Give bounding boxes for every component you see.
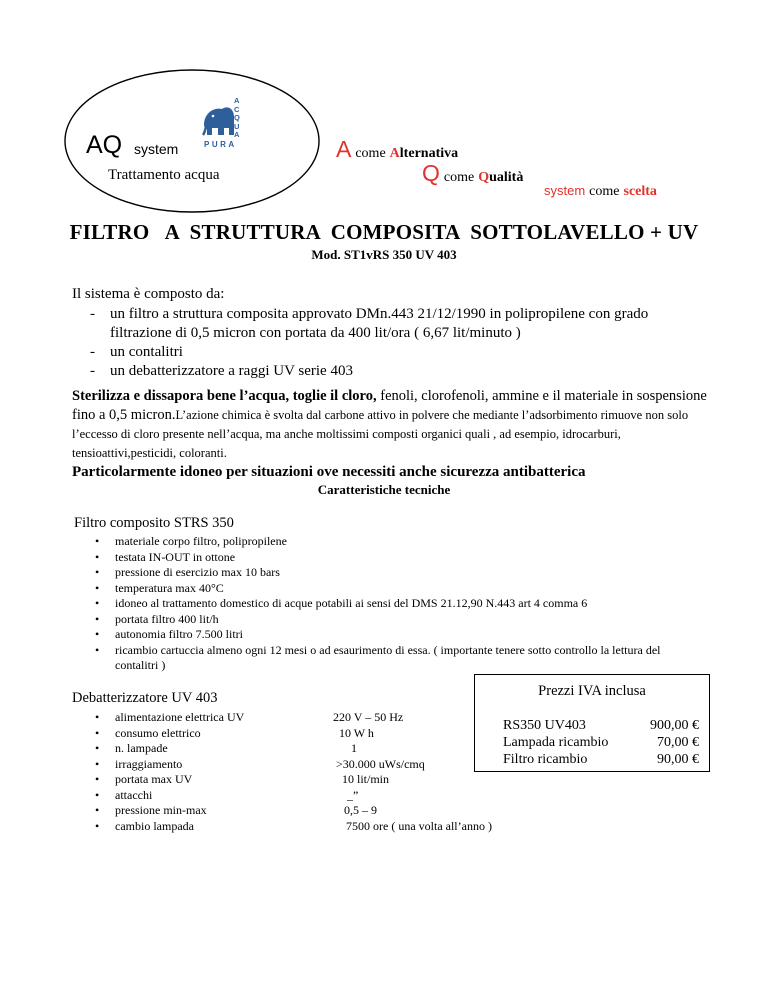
filter-specs-list: [95, 534, 695, 674]
elephant-logo-icon: [200, 95, 246, 153]
spec-value: 10 W h: [339, 725, 374, 740]
list-item: - un filtro a struttura composita approvato DMn.443 21/12/1990 in polipropilene con grado filtrazione di 0,5 micron con portata da 400 lit/ora ( 6,67 lit/minuto ): [90, 306, 649, 341]
spec-value: 0,5 – 9: [344, 803, 377, 817]
list-item: - un contalitri: [90, 344, 183, 360]
tagline-scelta: [544, 182, 657, 200]
composition-intro: Il sistema è composto da:: [72, 286, 225, 302]
uv-specs-labels: [95, 710, 325, 834]
spec-value: 7500 ore ( una volta all’anno ): [346, 818, 492, 833]
spec-value: 220 V – 50 Hz: [333, 710, 404, 724]
spec-value: >30.000 uWs/cmq: [336, 756, 425, 771]
list-item: • materiale corpo filtro, polipropilene: [95, 534, 287, 548]
logo-mark-bottom: PURA: [204, 140, 237, 149]
spec-value: _”: [347, 787, 359, 802]
list-item: • pressione di esercizio max 10 bars: [95, 565, 280, 579]
tagline-letter: Q: [422, 160, 440, 186]
tagline-come: come: [589, 184, 620, 199]
tech-section-title: Caratteristiche tecniche: [317, 482, 451, 497]
tagline-come: come: [443, 170, 475, 185]
list-item: • irraggiamento: [95, 756, 183, 771]
description-paragraph: [72, 387, 712, 482]
composition-list: [72, 305, 712, 381]
price-title: Prezzi IVA inclusa: [538, 683, 646, 699]
tagline-letter: A: [336, 136, 352, 162]
logo-system: system: [134, 141, 179, 157]
list-item: • attacchi: [95, 787, 153, 802]
tagline-word: ualità: [489, 170, 524, 185]
list-item: • testata IN-OUT in ottone: [95, 549, 236, 564]
list-item: - un debatterizzatore a raggi UV serie 403: [90, 363, 353, 379]
list-item: • cambio lampada: [95, 818, 194, 833]
price-row: Filtro ricambio 90,00 €: [503, 752, 699, 767]
spec-value: 1: [351, 741, 357, 755]
tagline-initial: Q: [478, 170, 490, 185]
tagline-come: come: [355, 146, 386, 161]
list-item: • n. lampade: [95, 741, 168, 755]
list-item: • ricambio cartuccia almeno ogni 12 mesi o ad esaurimento di essa. ( importante tenere sotto controllo la lettura del contalitri ): [95, 642, 661, 672]
description-highlight: Particolarmente idoneo per situazioni ove necessiti anche sicurezza antibatterica: [72, 464, 586, 480]
price-box: [474, 674, 710, 772]
description-normal: fenoli, clorofenoli, ammine e il materiale in sospensione fino a 0,5 micron.: [72, 388, 707, 423]
page-subtitle: Mod. ST1vRS 350 UV 403: [311, 247, 457, 262]
list-item: • temperatura max 40°C: [95, 580, 224, 595]
uv-title: Debatterizzatore UV 403: [72, 690, 218, 706]
tagline-alternativa: [336, 136, 458, 163]
spec-value: 10 lit/min: [342, 772, 390, 786]
tagline-initial: A: [389, 146, 400, 161]
tagline-word: scelta: [623, 184, 657, 199]
list-item: • portata max UV: [95, 772, 193, 786]
price-rows: [503, 717, 699, 768]
list-item: • portata filtro 400 lit/h: [95, 611, 219, 626]
tagline-qualita: [422, 160, 523, 187]
filter-title: Filtro composito STRS 350: [74, 515, 234, 531]
price-row: RS350 UV403 900,00 €: [503, 718, 699, 733]
page-title: FILTRO A STRUTTURA COMPOSITA SOTTOLAVELLO + UV: [69, 220, 699, 244]
logo-mark-top: ACQUA: [234, 96, 240, 139]
list-item: • alimentazione elettrica UV: [95, 710, 245, 724]
logo-aq: AQ: [86, 131, 123, 159]
list-item: • autonomia filtro 7.500 litri: [95, 627, 243, 641]
list-item: • idoneo al trattamento domestico di acque potabili ai sensi del DMS 21.12,90 N.443 art 4 comma 6: [95, 596, 588, 610]
list-item: • consumo elettrico: [95, 725, 201, 740]
tagline-word: lternativa: [399, 146, 459, 161]
description-bold: Sterilizza e dissapora bene l’acqua, toglie il cloro,: [72, 388, 377, 404]
price-row: Lampada ricambio 70,00 €: [503, 735, 699, 750]
list-item: • pressione min-max: [95, 803, 207, 817]
tagline-letter: system: [544, 183, 586, 198]
logo-subtitle: Trattamento acqua: [108, 167, 220, 183]
description-small: L’azione chimica è svolta dal carbone attivo in polvere che mediante l’adsorbimento rimuove non solo l’eccesso di cloro presente nell’acqua, ma anche moltissimi composti organici quali , ad esempio, idrocarburi, tensioattivi,pesticidi, coloranti.: [72, 408, 689, 460]
